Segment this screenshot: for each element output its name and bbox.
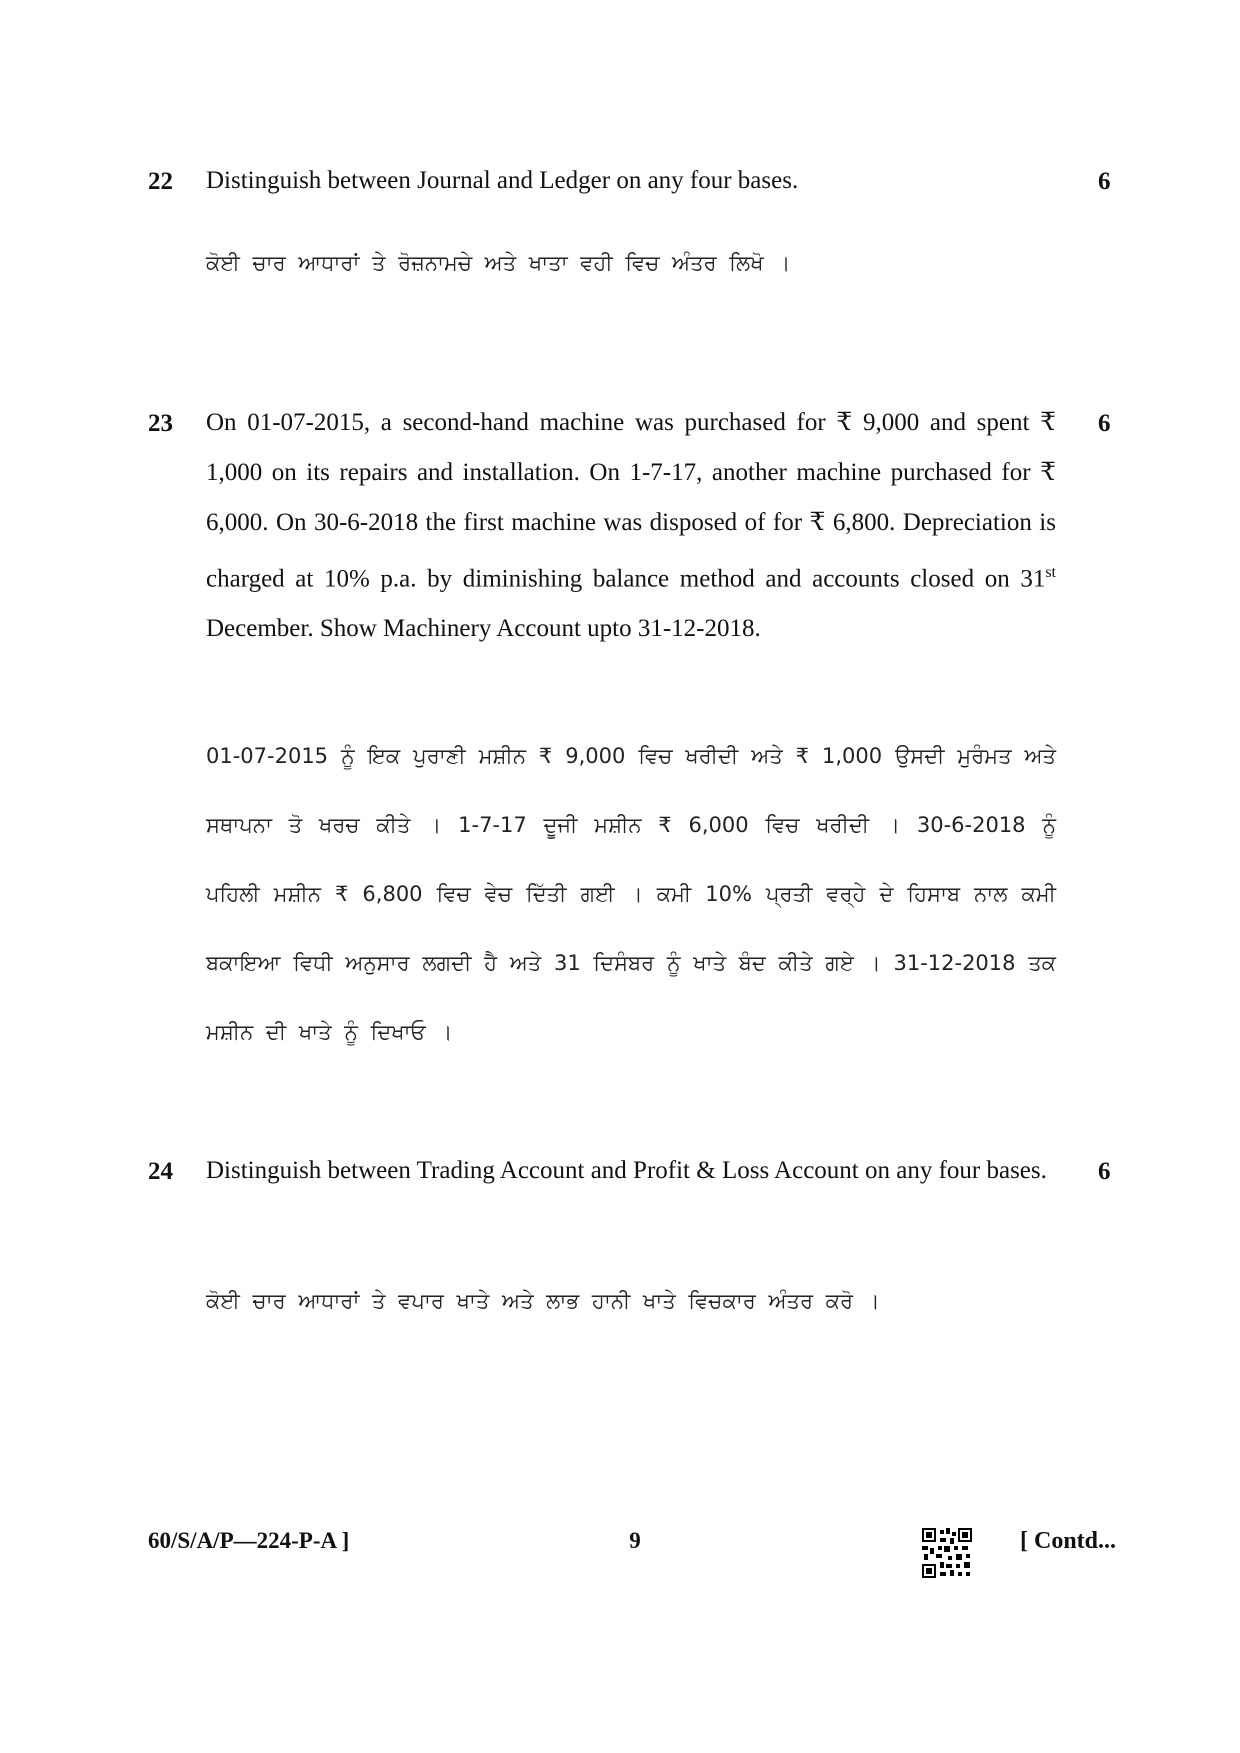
text-segment: On 01-07-2015, a second-hand machine was purchased for ₹ 9,000 and spent ₹ 1,000 on its repairs and installation. On 1-7-17, another machine purchased for ₹ 6,000. On 30-6-2018 the first machine was disposed of for ₹ 6,800. Depreciation is charged at 10% p.a. by diminishing balance method and accounts closed on 31 — [206, 409, 1056, 593]
question-text-english: Distinguish between Trading Account and Profit & Loss Account on any four bases. — [206, 1157, 1047, 1184]
question-marks: 6 — [1098, 410, 1111, 437]
paper-code: 60/S/A/P—224-P-A ] — [148, 1528, 350, 1553]
question-text-punjabi: ਕੋਈ ਚਾਰ ਆਧਾਰਾਂ ਤੇ ਰੋਜ਼ਨਾਮਚੇ ਅਤੇ ਖਾਤਾ ਵਹੀ ਵਿਚ ਅੰਤਰ ਲਿਖੋ । — [206, 251, 791, 275]
question-number: 24 — [148, 1158, 173, 1185]
question-marks: 6 — [1098, 168, 1111, 195]
question-marks: 6 — [1098, 1158, 1111, 1185]
question-text-punjabi: 01-07-2015 ਨੂੰ ਇਕ ਪੁਰਾਣੀ ਮਸ਼ੀਨ ₹ 9,000 ਵਿਚ ਖਰੀਦੀ ਅਤੇ ₹ 1,000 ਉਸਦੀ ਮੁਰੰਮਤ ਅਤੇ ਸਥਾਪਨਾ ਤੋ ਖਰਚ ਕੀਤੇ । 1-7-17 ਦੂਜੀ ਮਸ਼ੀਨ ₹ 6,000 ਵਿਚ ਖਰੀਦੀ । 30-6-2018 ਨੂੰ ਪਹਿਲੀ ਮਸ਼ੀਨ ₹ 6,800 ਵਿਚ ਵੇਚ ਦਿੱਤੀ ਗਈ । ਕਮੀ 10% ਪ੍ਰਤੀ ਵਰ੍ਹੇ ਦੇ ਹਿਸਾਬ ਨਾਲ ਕਮੀ ਬਕਾਇਆ ਵਿਧੀ ਅਨੁਸਾਰ ਲਗਦੀ ਹੈ ਅਤੇ 31 ਦਿਸੰਬਰ ਨੂੰ ਖਾਤੇ ਬੰਦ ਕੀਤੇ ਗਏ । 31-12-2018 ਤਕ ਮਸ਼ੀਨ ਦੀ ਖਾਤੇ ਨੂੰ ਦਿਖਾਓ । — [206, 744, 1056, 1044]
question-text-english: Distinguish between Journal and Ledger on any four bases. — [206, 167, 799, 194]
question-text-english — [206, 398, 1056, 654]
question-number: 23 — [148, 410, 173, 437]
page-number: 9 — [629, 1528, 641, 1553]
superscript: st — [1045, 564, 1056, 581]
continued-label: [ Contd... — [1020, 1528, 1117, 1554]
text-segment: December. Show Machinery Account upto 31-12-2018. — [206, 615, 761, 643]
qr-code-icon — [922, 1528, 972, 1578]
question-text-punjabi: ਕੋਈ ਚਾਰ ਆਧਾਰਾਂ ਤੇ ਵਪਾਰ ਖਾਤੇ ਅਤੇ ਲਾਭ ਹਾਨੀ ਖਾਤੇ ਵਿਚਕਾਰ ਅੰਤਰ ਕਰੋ । — [206, 1289, 880, 1313]
question-number: 22 — [148, 168, 173, 195]
